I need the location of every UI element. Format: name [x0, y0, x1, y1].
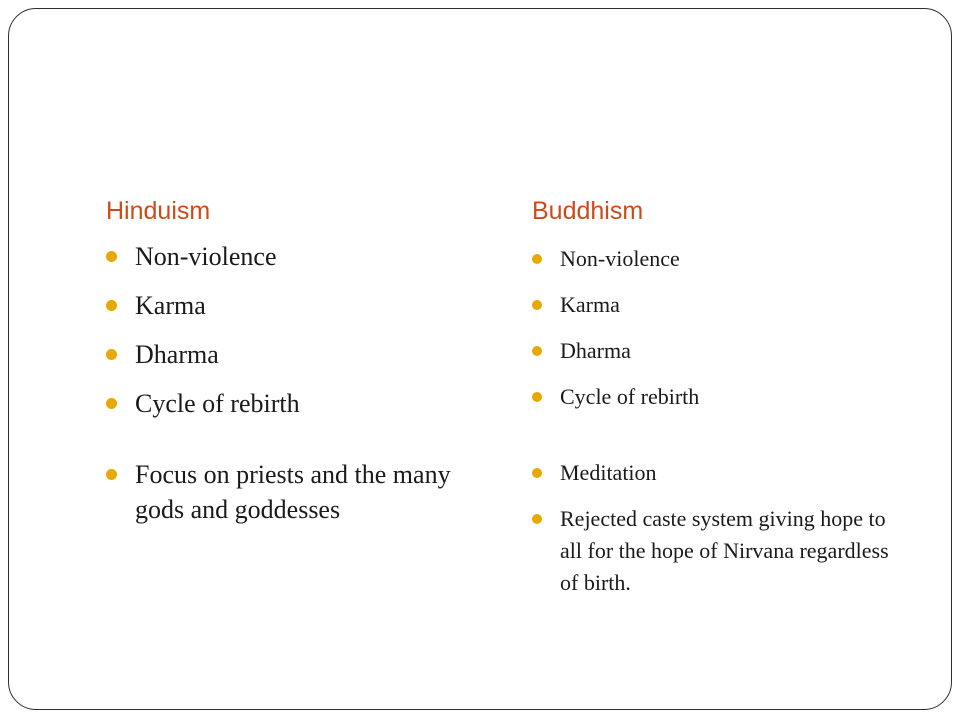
list-item-text: Cycle of rebirth — [560, 384, 700, 409]
list-item — [106, 337, 506, 372]
bullet-icon — [532, 514, 542, 524]
hinduism-list — [106, 239, 506, 527]
list-item-text: Non-violence — [560, 246, 680, 271]
bullet-icon — [532, 300, 542, 310]
list-item-text: Karma — [135, 291, 206, 320]
bullet-icon — [532, 254, 542, 264]
list-item-text: Dharma — [560, 338, 631, 363]
list-item — [532, 503, 912, 599]
list-item-text: Karma — [560, 292, 620, 317]
list-item — [532, 289, 912, 321]
list-item — [532, 243, 912, 275]
list-item-text: Rejected caste system giving hope to all for the hope of Nirvana regardless of birth. — [560, 506, 889, 595]
hinduism-heading: Hinduism — [106, 197, 211, 225]
bullet-icon — [106, 251, 117, 262]
bullet-icon — [532, 468, 542, 478]
bullet-icon — [106, 398, 117, 409]
bullet-icon — [106, 300, 117, 311]
list-item-text: Focus on priests and the many gods and goddesses — [135, 460, 451, 524]
bullet-icon — [532, 392, 542, 402]
list-item — [106, 288, 506, 323]
bullet-icon — [532, 346, 542, 356]
list-item — [106, 386, 506, 421]
list-item — [532, 335, 912, 367]
buddhism-list — [532, 243, 912, 599]
list-item-text: Dharma — [135, 340, 219, 369]
list-item — [532, 457, 912, 489]
list-item-text: Meditation — [560, 460, 657, 485]
list-item — [106, 239, 506, 274]
buddhism-column — [532, 196, 912, 599]
buddhism-heading: Buddhism — [532, 197, 644, 225]
list-item — [532, 381, 912, 413]
bullet-icon — [106, 469, 117, 480]
list-item-text: Cycle of rebirth — [135, 389, 300, 418]
hinduism-column — [106, 196, 506, 527]
list-item-text: Non-violence — [135, 242, 277, 271]
bullet-icon — [106, 349, 117, 360]
list-item — [106, 457, 506, 527]
